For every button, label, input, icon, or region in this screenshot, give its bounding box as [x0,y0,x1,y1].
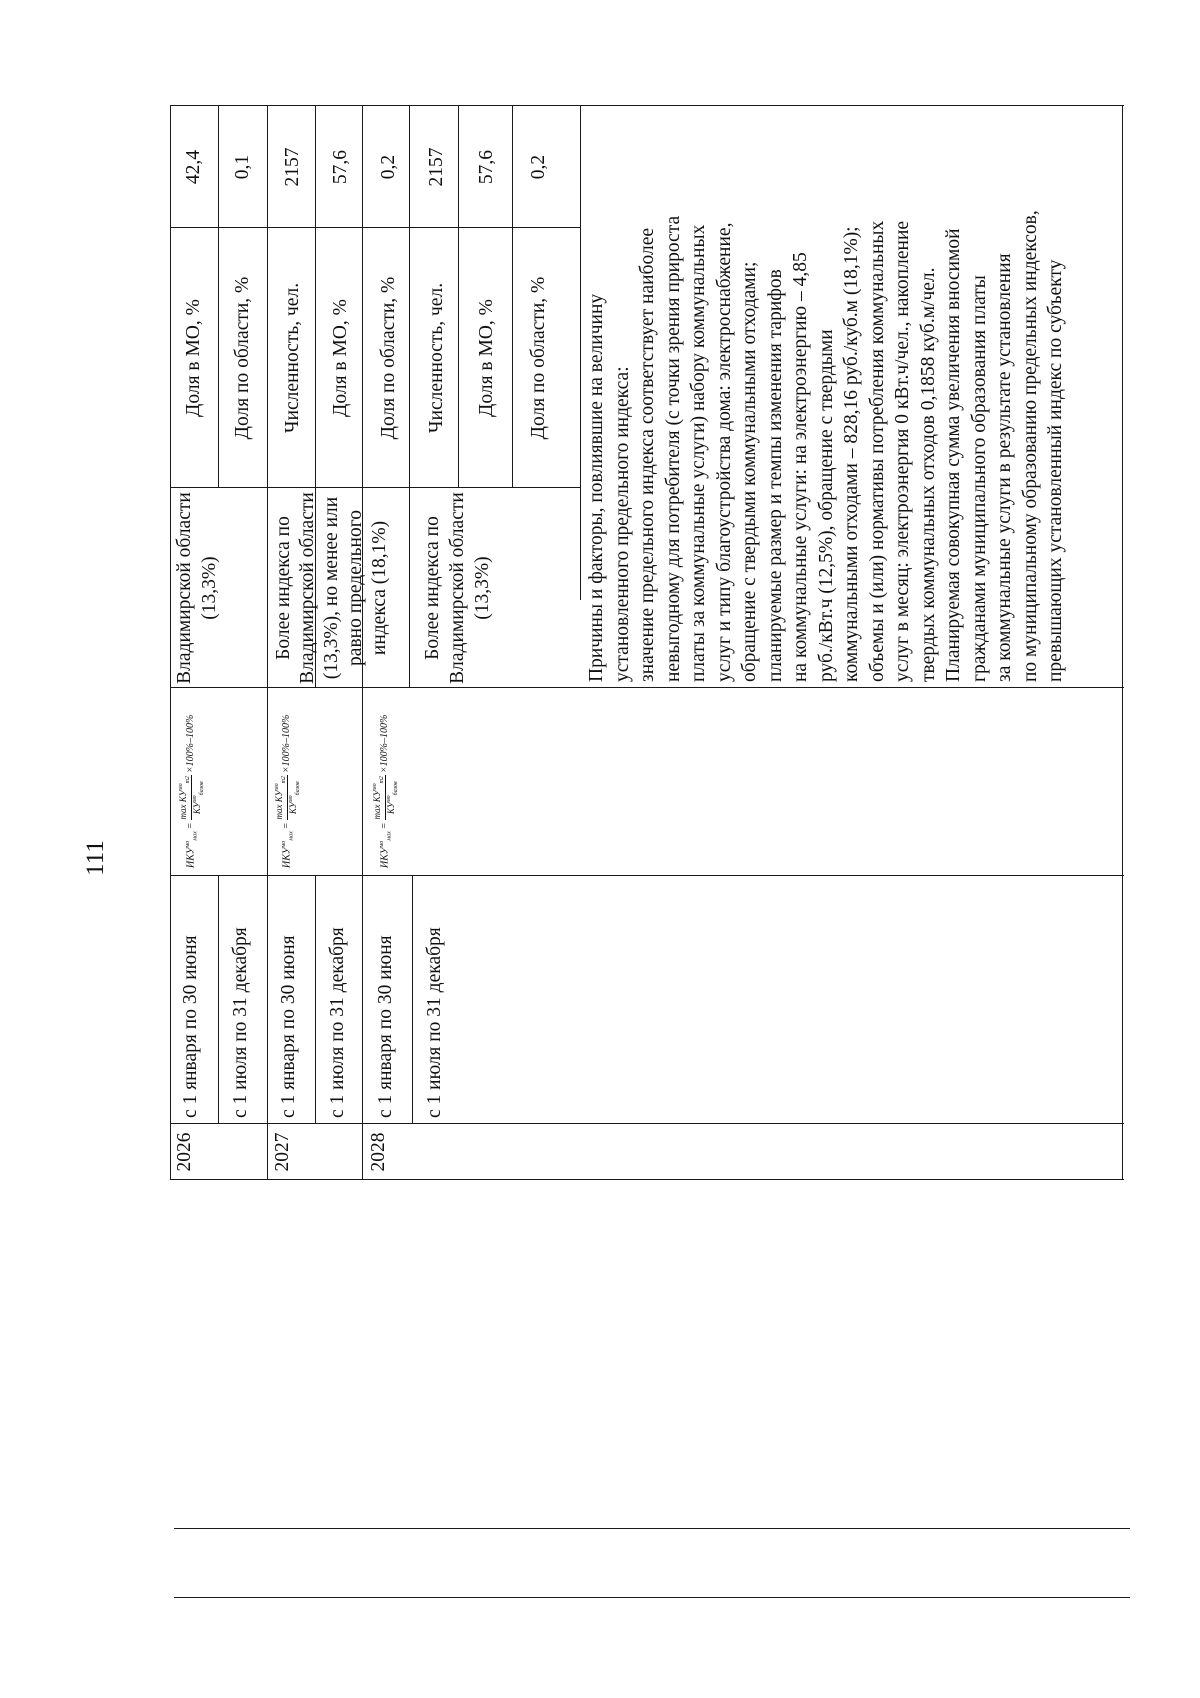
indicator-value: 57,6 [330,149,351,185]
condition-cell: Более индекса по Владимирской области (13,3%), но менее или равно предельного индекса (18,1%) [273,492,390,684]
subrow-rule [218,106,219,488]
condition-cell: Более индекса по Владимирской области (13,3%) [422,492,493,684]
year-col-rule [170,1179,1124,1180]
period-cell: с 1 июля по 31 декабря [230,927,251,1118]
footer-rule-2 [174,1597,1130,1598]
subrow-rule [409,106,410,688]
reasons-line: по муниципальному образованию предельных индексов, [1019,210,1041,682]
reasons-line: Причины и факторы, повлиявшие на величину [586,293,607,682]
reasons-line: установленного предельного индекса: [611,366,633,682]
page-number: 111 [82,840,109,876]
formula-cell: $ИКУ^{мо}_{мах}$ = $\max КУ^{мо}_{m2}$ $КУ^{мо}_{базов}$ ×100%–100% [274,714,301,868]
table-bottom-rule [1122,106,1123,1180]
reasons-line: превышающих установленный индекс по субъекту [1045,259,1066,682]
indicator-value: 42,4 [183,149,204,185]
period-cell: с 1 января по 30 июня [180,935,201,1118]
reasons-line: платы за коммунальные услуги) набору коммунальных [688,224,709,682]
reasons-line: планируемые размер и темпы изменения тарифов [764,269,786,682]
reasons-line: значение предельного индекса соответствует наиболее [637,227,658,682]
indicator-label: Доля по области, % [378,276,399,440]
indicator-value: 0,2 [378,154,399,180]
indicator-label: Доля по области, % [528,276,549,440]
reasons-line: на коммунальные услуги: на электроэнергию – 4,85 [790,252,811,682]
indicator-label: Доля в МО, % [330,299,351,417]
table-right-rule [170,105,1124,106]
formula-col-rule [170,875,1124,876]
subrow-rule [315,876,316,1124]
table-row-rule [580,106,581,600]
formula-cell: $ИКУ^{мо}_{мах}$ = $\max КУ^{мо}_{m2}$ $КУ^{мо}_{базов}$ ×100%–100% [372,714,399,868]
reasons-line: гражданами муниципального образования платы [968,275,990,682]
period-cell: с 1 января по 30 июня [375,935,396,1118]
indicator-label: Численность, чел. [426,282,447,434]
year-cell: 2028 [368,1132,389,1172]
indicator-value: 2157 [426,147,447,187]
reasons-text [584,210,1069,682]
subrow-rule [412,876,413,1124]
formula-cell: $ИКУ^{мо}_{мах}$ = $\max КУ^{мо}_{m2}$ $КУ^{мо}_{базов}$ ×100%–100% [178,714,205,868]
indicator-label: Численность, чел. [282,282,303,434]
indicator-label: Доля по области, % [232,276,253,440]
year-cell: 2026 [174,1132,195,1172]
indicator-value: 2157 [282,147,303,187]
year-cell: 2027 [272,1132,293,1172]
period-cell: с 1 июля по 31 декабря [327,927,348,1118]
period-cell: с 1 июля по 31 декабря [424,927,445,1118]
reasons-line: руб./кВт.ч (12,5%), обращение с твердыми [815,329,837,682]
condition-col-rule [170,687,1124,688]
reasons-line: за коммунальные услуги в результате установления [994,253,1015,682]
indicator-value: 0,2 [528,154,549,180]
period-col-rule [170,1123,1124,1124]
subrow-rule [458,106,459,488]
reasons-line: коммунальными отходами – 828,16 руб./куб.м (18,1%); [841,226,862,682]
reasons-line: невыгодному для потребителя (с точки зрения прироста [662,215,684,682]
indicator-value: 57,6 [476,149,497,185]
reasons-line: услуг в месяц: электроэнергия 0 кВт.ч/чел., накопление [892,220,913,682]
indicator-label: Доля в МО, % [476,299,497,417]
table-row-rule [267,106,268,1180]
value-col-rule [170,227,580,228]
reasons-line: услуг и типу благоустройства дома: электроснабжение, [713,222,735,682]
subrow-rule [218,876,219,1124]
indicator-value: 0,1 [232,154,253,180]
indicator-col-rule [170,487,580,488]
reasons-line: объемы и (или) нормативы потребления коммунальных [866,220,888,682]
subrow-rule [512,106,513,488]
period-cell: с 1 января по 30 июня [278,935,299,1118]
reasons-line: Планируемая совокупная сумма увеличения вносимой [943,228,964,682]
condition-cell: Владимирской области (13,3%) [174,492,220,684]
reasons-line: твердых коммунальных отходов 0,1858 куб.м/чел. [917,267,939,682]
reasons-line: обращение с твердыми коммунальными отходами; [739,261,760,682]
rotated-table-page [0,147,1066,1698]
indicator-label: Доля в МО, % [183,299,204,417]
footer-rule-1 [174,1528,1130,1529]
